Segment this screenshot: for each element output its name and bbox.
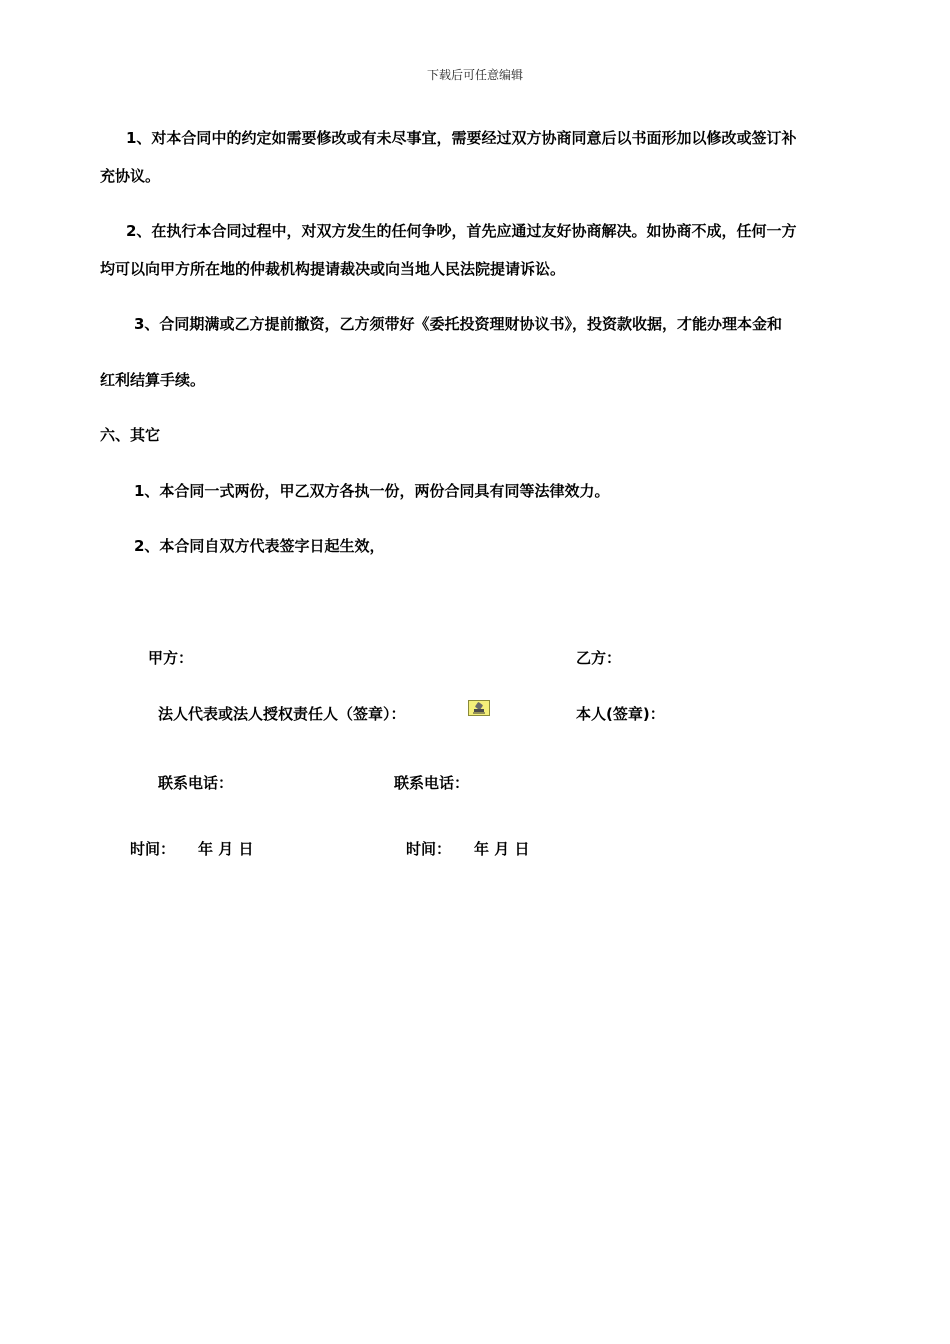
party-a-label: 甲方：	[148, 649, 194, 667]
clause-3-line-1: 3、合同期满或乙方提前撤资，乙方须带好《委托投资理财协议书》，投资款收据，才能办理本金和	[134, 315, 782, 333]
page-header: 下载后可任意编辑	[426, 68, 523, 82]
clause-2-line-1: 2、在执行本合同过程中，对双方发生的任何争吵，首先应通过友好协商解决。如协商不成，任何一方	[126, 222, 797, 240]
section-6-item-2: 2、本合同自双方代表签字日起生效，	[134, 537, 385, 555]
clause-3-line-2: 红利结算手续。	[100, 371, 206, 389]
party-b-date: 年 月 日	[474, 840, 530, 858]
party-a-time-label: 时间：	[130, 840, 176, 858]
party-a-representative-label: 法人代表或法人授权责任人（签章）：	[158, 705, 406, 723]
clause-1-line-1: 1、对本合同中的约定如需要修改或有未尽事宜，需要经过双方协商同意后以书面形加以修改或签订补	[126, 129, 797, 147]
party-b-representative-label: 本人(签章)：	[576, 705, 665, 723]
party-a-date: 年 月 日	[198, 840, 254, 858]
party-b-label: 乙方：	[576, 649, 622, 667]
clause-1-line-2: 充协议。	[100, 167, 161, 185]
party-b-phone-label: 联系电话：	[394, 774, 470, 792]
party-a-phone-label: 联系电话：	[158, 774, 234, 792]
section-6-item-1: 1、本合同一式两份，甲乙双方各执一份，两份合同具有同等法律效力。	[134, 482, 610, 500]
stamp-icon[interactable]	[468, 700, 490, 716]
section-6-title: 六、其它	[100, 426, 161, 444]
clause-2-line-2: 均可以向甲方所在地的仲裁机构提请裁决或向当地人民法院提请诉讼。	[100, 260, 566, 278]
party-b-time-label: 时间：	[406, 840, 452, 858]
